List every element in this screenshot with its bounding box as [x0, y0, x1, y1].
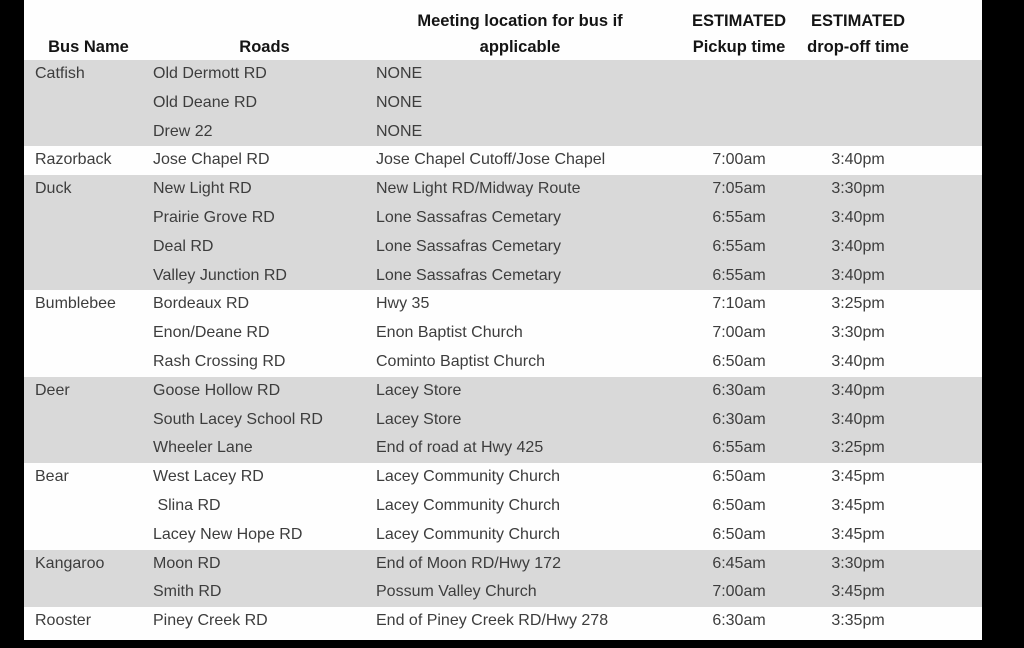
meeting-location-cell: Hwy 35 — [376, 295, 430, 313]
document-page — [24, 0, 982, 640]
pickup-time-cell: 6:55am — [712, 237, 766, 255]
pickup-time-cell: 6:50am — [712, 468, 766, 486]
dropoff-time-cell: 3:40pm — [831, 237, 885, 255]
table-row — [24, 492, 982, 521]
pickup-time-cell: 6:50am — [712, 352, 766, 370]
bus-name-cell: Bumblebee — [35, 295, 116, 313]
column-header-roads — [153, 2, 376, 60]
pickup-time-cell: 7:00am — [712, 324, 766, 342]
column-header-pickup-time — [664, 2, 814, 60]
road-cell: Smith RD — [153, 583, 222, 601]
column-header-pickup-time-line1: ESTIMATED — [691, 12, 787, 30]
meeting-location-cell: New Light RD/Midway Route — [376, 180, 581, 198]
dropoff-time-cell: 3:45pm — [831, 525, 885, 543]
table-row — [24, 89, 982, 118]
dropoff-time-cell: 3:30pm — [831, 554, 885, 572]
column-header-meeting-location — [376, 2, 664, 60]
dropoff-time-cell: 3:30pm — [831, 180, 885, 198]
dropoff-time-cell: 3:40pm — [831, 266, 885, 284]
meeting-location-cell: End of Piney Creek RD/Hwy 278 — [376, 612, 609, 630]
pickup-time-cell: 7:05am — [712, 180, 766, 198]
dropoff-time-cell: 3:45pm — [831, 583, 885, 601]
table-row — [24, 146, 982, 175]
bus-name-cell: Duck — [35, 180, 72, 198]
dropoff-time-cell: 3:40pm — [831, 151, 885, 169]
pickup-time-cell: 6:30am — [712, 381, 766, 399]
road-cell: Bordeaux RD — [153, 295, 250, 313]
table-row — [24, 233, 982, 262]
column-header-meeting-location-line2: applicable — [479, 38, 561, 56]
table-row — [24, 550, 982, 579]
dropoff-time-cell: 3:45pm — [831, 496, 885, 514]
table-row — [24, 348, 982, 377]
bus-name-cell: Rooster — [35, 612, 92, 630]
road-cell: Rash Crossing RD — [153, 352, 286, 370]
dropoff-time-cell: 3:40pm — [831, 410, 885, 428]
column-header-dropoff-time — [807, 2, 909, 60]
meeting-location-cell: Lacey Community Church — [376, 468, 561, 486]
meeting-location-cell: Jose Chapel Cutoff/Jose Chapel — [376, 151, 606, 169]
pickup-time-cell: 7:00am — [712, 583, 766, 601]
bus-name-cell: Bear — [35, 468, 69, 486]
pickup-time-cell: 6:55am — [712, 266, 766, 284]
pickup-time-cell: 6:50am — [712, 525, 766, 543]
dropoff-time-cell: 3:35pm — [831, 612, 885, 630]
road-cell: Enon/Deane RD — [153, 324, 270, 342]
table-row — [24, 204, 982, 233]
table-row — [24, 406, 982, 435]
road-cell: Prairie Grove RD — [153, 208, 275, 226]
road-cell: Goose Hollow RD — [153, 381, 281, 399]
road-cell: West Lacey RD — [153, 468, 264, 486]
meeting-location-cell: NONE — [376, 122, 423, 140]
column-header-spacer — [902, 2, 982, 60]
road-cell: Drew 22 — [153, 122, 213, 140]
bus-schedule-table-body — [24, 60, 982, 636]
bus-name-cell: Catfish — [35, 65, 85, 82]
dropoff-time-cell: 3:40pm — [831, 381, 885, 399]
bus-name-cell: Deer — [35, 381, 70, 399]
meeting-location-cell: Lone Sassafras Cemetary — [376, 208, 561, 226]
table-row — [24, 607, 982, 636]
road-cell: Old Dermott RD — [153, 65, 267, 82]
meeting-location-cell: End of road at Hwy 425 — [376, 439, 544, 457]
bus-name-cell: Kangaroo — [35, 554, 105, 572]
meeting-location-cell: End of Moon RD/Hwy 172 — [376, 554, 561, 572]
table-row — [24, 60, 982, 89]
dropoff-time-cell: 3:40pm — [831, 208, 885, 226]
table-header-row — [24, 0, 982, 60]
table-row — [24, 319, 982, 348]
dropoff-time-cell: 3:40pm — [831, 352, 885, 370]
bus-name-cell: Razorback — [35, 151, 112, 169]
table-row — [24, 290, 982, 319]
meeting-location-cell: Lacey Store — [376, 381, 462, 399]
pickup-time-cell: 7:10am — [712, 295, 766, 313]
column-header-bus-name-label: Bus Name — [48, 38, 129, 56]
meeting-location-cell: Lacey Community Church — [376, 525, 561, 543]
road-cell: Old Deane RD — [153, 93, 258, 111]
pickup-time-cell: 6:30am — [712, 612, 766, 630]
road-cell: South Lacey School RD — [153, 410, 323, 428]
pickup-time-cell: 6:55am — [712, 439, 766, 457]
column-header-bus-name — [24, 2, 153, 60]
road-cell: Slina RD — [153, 496, 221, 514]
meeting-location-cell: NONE — [376, 93, 423, 111]
road-cell: Valley Junction RD — [153, 266, 287, 284]
meeting-location-cell: NONE — [376, 65, 423, 82]
table-row — [24, 434, 982, 463]
column-header-dropoff-time-line1: ESTIMATED — [810, 12, 906, 30]
meeting-location-cell: Cominto Baptist Church — [376, 352, 545, 370]
dropoff-time-cell: 3:30pm — [831, 324, 885, 342]
dropoff-time-cell: 3:25pm — [831, 439, 885, 457]
table-row — [24, 118, 982, 147]
table-row — [24, 578, 982, 607]
meeting-location-cell: Lacey Community Church — [376, 496, 561, 514]
road-cell: Piney Creek RD — [153, 612, 268, 630]
meeting-location-cell: Possum Valley Church — [376, 583, 537, 601]
pickup-time-cell: 6:55am — [712, 208, 766, 226]
table-row — [24, 377, 982, 406]
road-cell: New Light RD — [153, 180, 252, 198]
column-header-pickup-time-line2: Pickup time — [692, 38, 786, 56]
meeting-location-cell: Lacey Store — [376, 410, 462, 428]
road-cell: Moon RD — [153, 554, 221, 572]
column-header-dropoff-time-line2: drop-off time — [807, 38, 909, 56]
meeting-location-cell: Lone Sassafras Cemetary — [376, 237, 561, 255]
column-header-roads-label: Roads — [239, 38, 290, 56]
meeting-location-cell: Lone Sassafras Cemetary — [376, 266, 561, 284]
meeting-location-cell: Enon Baptist Church — [376, 324, 523, 342]
road-cell: Lacey New Hope RD — [153, 525, 303, 543]
pickup-time-cell: 6:30am — [712, 410, 766, 428]
dropoff-time-cell: 3:25pm — [831, 295, 885, 313]
pickup-time-cell: 6:45am — [712, 554, 766, 572]
road-cell: Jose Chapel RD — [153, 151, 270, 169]
dropoff-time-cell: 3:45pm — [831, 468, 885, 486]
pickup-time-cell: 6:50am — [712, 496, 766, 514]
table-row — [24, 463, 982, 492]
road-cell: Deal RD — [153, 237, 214, 255]
table-row — [24, 262, 982, 291]
table-row — [24, 175, 982, 204]
pickup-time-cell: 7:00am — [712, 151, 766, 169]
road-cell: Wheeler Lane — [153, 439, 253, 457]
table-row — [24, 521, 982, 550]
column-header-meeting-location-line1: Meeting location for bus if — [417, 12, 623, 30]
